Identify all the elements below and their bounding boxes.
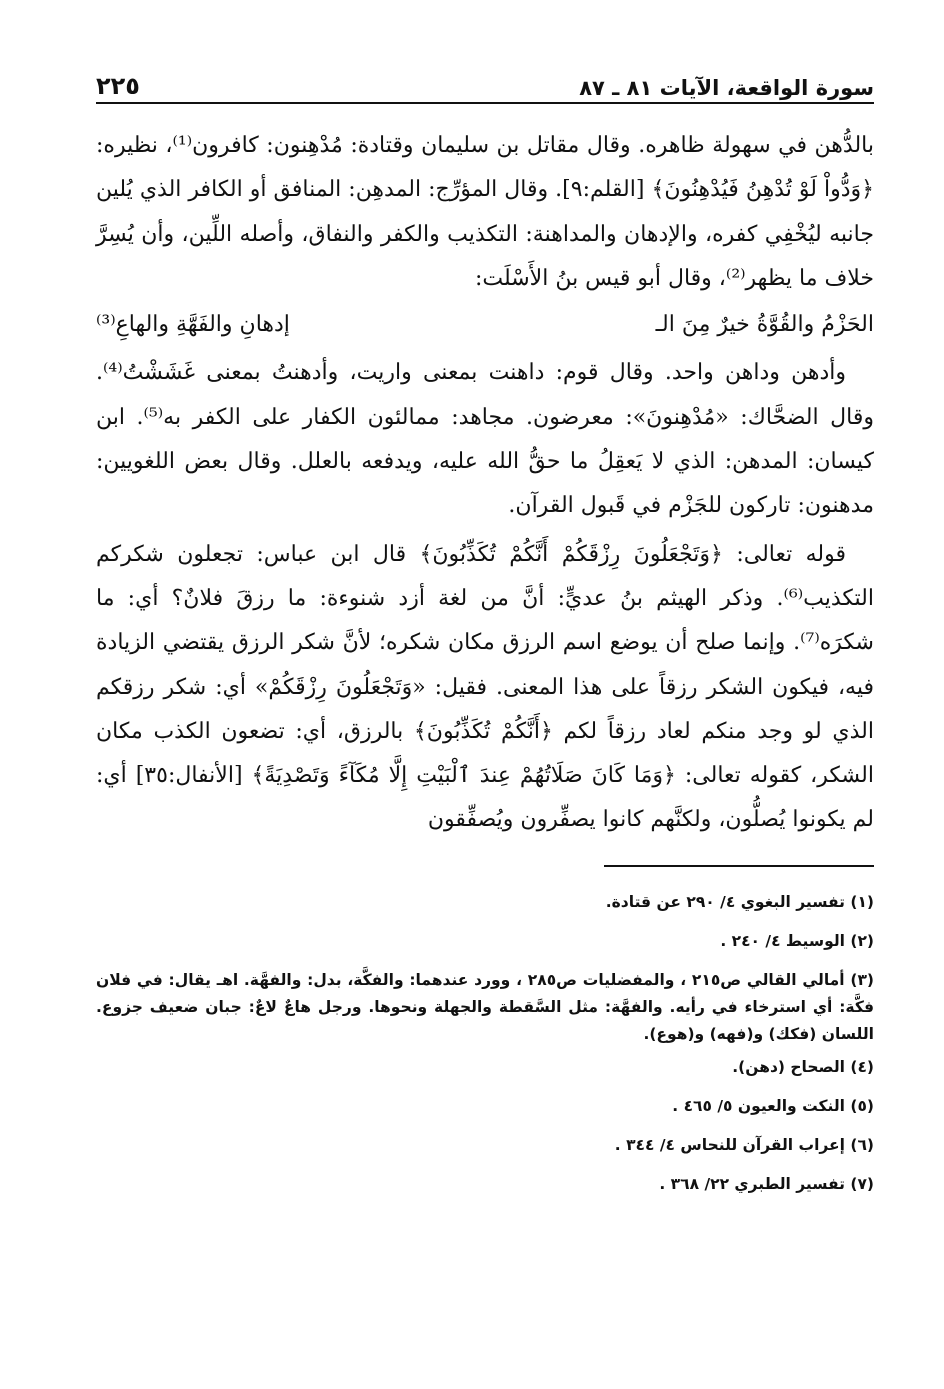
page-number: ٢٢٥	[96, 72, 140, 100]
footnotes	[96, 889, 874, 1198]
footnote-1: (١) تفسير البغوي ٤/ ٢٩٠ عن قتادة.	[605, 892, 874, 911]
verse-second-hemistich: إدهانِ والفَهَّةِ والهاعِ⁽³⁾	[96, 312, 290, 338]
page-header	[96, 60, 874, 104]
footnote-3: (٣) أمالي القالي ص٢١٥ ، والمفضليات ص٢٨٥ ، وورد عندهما: والفكَّة، بدل: والفهَّة. اهـ يقال: في فلان فكَّة: أي استرخاء في رأيه. والفهَّة: مثل السَّقطة والجهلة ونحوها. ورجل هاعٌ لاعٌ: جبان ضعيف جزوع. اللسان (فكك) و(فهه) و(هوع).	[96, 970, 874, 1043]
paragraph-1: بالدُّهن في سهولة ظاهره. وقال مقاتل بن سليمان وقتادة: مُدْهِنون: كافرون⁽¹⁾، نظيره: ﴿وَدُّواْ لَوْ تُدْهِنُ فَيُدْهِنُونَ﴾ [القلم:٩]. وقال المؤرِّج: المدهِن: المنافق أو الكافر الذي يُلين جانبه ليُخْفِي كفره، والإدهان والمداهنة: التكذيب والكفر والنفاق، وأصله اللِّين، وأن يُسِرَّ خلاف ما يظهر⁽²⁾، وقال أبو قيس بنُ الأَسْلَت:	[96, 133, 874, 291]
main-text	[96, 124, 874, 843]
book-page	[96, 60, 874, 1340]
footnote-2: (٢) الوسيط ٤/ ٢٤٠ .	[720, 931, 874, 950]
footnote-separator	[604, 865, 874, 867]
paragraph-2: وأدهن وداهن واحد. وقال قوم: داهنت بمعنى واريت، وأدهنتُ بمعنى غَشَشْتُ⁽⁴⁾. وقال الضحَّاك: «مُدْهِنونَ»: معرضون. مجاهد: ممالئون الكفار على الكفر به⁽⁵⁾. ابن كيسان: المدهن: الذي لا يَعقِلُ ما حقُّ الله عليه، ويدفعه بالعلل. وقال بعض اللغويين: مدهنون: تاركون للجَزْم في قَبول القرآن.	[96, 360, 874, 519]
verse-first-hemistich: الحَزْمُ والقُوَّةُ خيرٌ مِنَ الـ	[655, 312, 874, 338]
footnote-7: (٧) تفسير الطبري ٢٢/ ٣٦٨ .	[659, 1174, 874, 1193]
footnote-6: (٦) إعراب القرآن للنحاس ٤/ ٣٤٤ .	[614, 1135, 874, 1154]
footnote-5: (٥) النكت والعيون ٥/ ٤٦٥ .	[672, 1096, 874, 1115]
poetry-verse	[96, 303, 874, 347]
footnote-4: (٤) الصحاح (دهن).	[732, 1057, 874, 1076]
paragraph-3: قوله تعالى: ﴿وَتَجْعَلُونَ رِزْقَكُمْ أَنَّكُمْ تُكَذِّبُونَ﴾ قال ابن عباس: تجعلون شكركم التكذيب⁽⁶⁾. وذكر الهيثم بنُ عديٍّ: أنَّ من لغة أزد شنوءة: ما رزقَ فلانٌ؟ أي: ما شكرَه⁽⁷⁾. وإنما صلح أن يوضع اسم الرزق مكان شكره؛ لأنَّ شكر الرزق يقتضي الزيادة فيه، فيكون الشكر رزقاً على هذا المعنى. فقيل: «وَتَجْعَلُونَ رِزْقَكُمْ» أي: شكر رزقكم الذي لو وجد منكم لعاد رزقاً لكم ﴿أَنَّكُمْ تُكَذِّبُونَ﴾ بالرزق، أي: تضعون الكذب مكان الشكر، كقوله تعالى: ﴿وَمَا كَانَ صَلَاتُهُمْ عِندَ ٱلْبَيْتِ إِلَّا مُكَآءً وَتَصْدِيَةً﴾ [الأنفال:٣٥] أي: لم يكونوا يُصلُّون، ولكنَّهم كانوا يصفِّرون ويُصفِّقون	[96, 541, 874, 833]
running-title: سورة الواقعة، الآيات ٨١ ـ ٨٧	[579, 76, 874, 100]
